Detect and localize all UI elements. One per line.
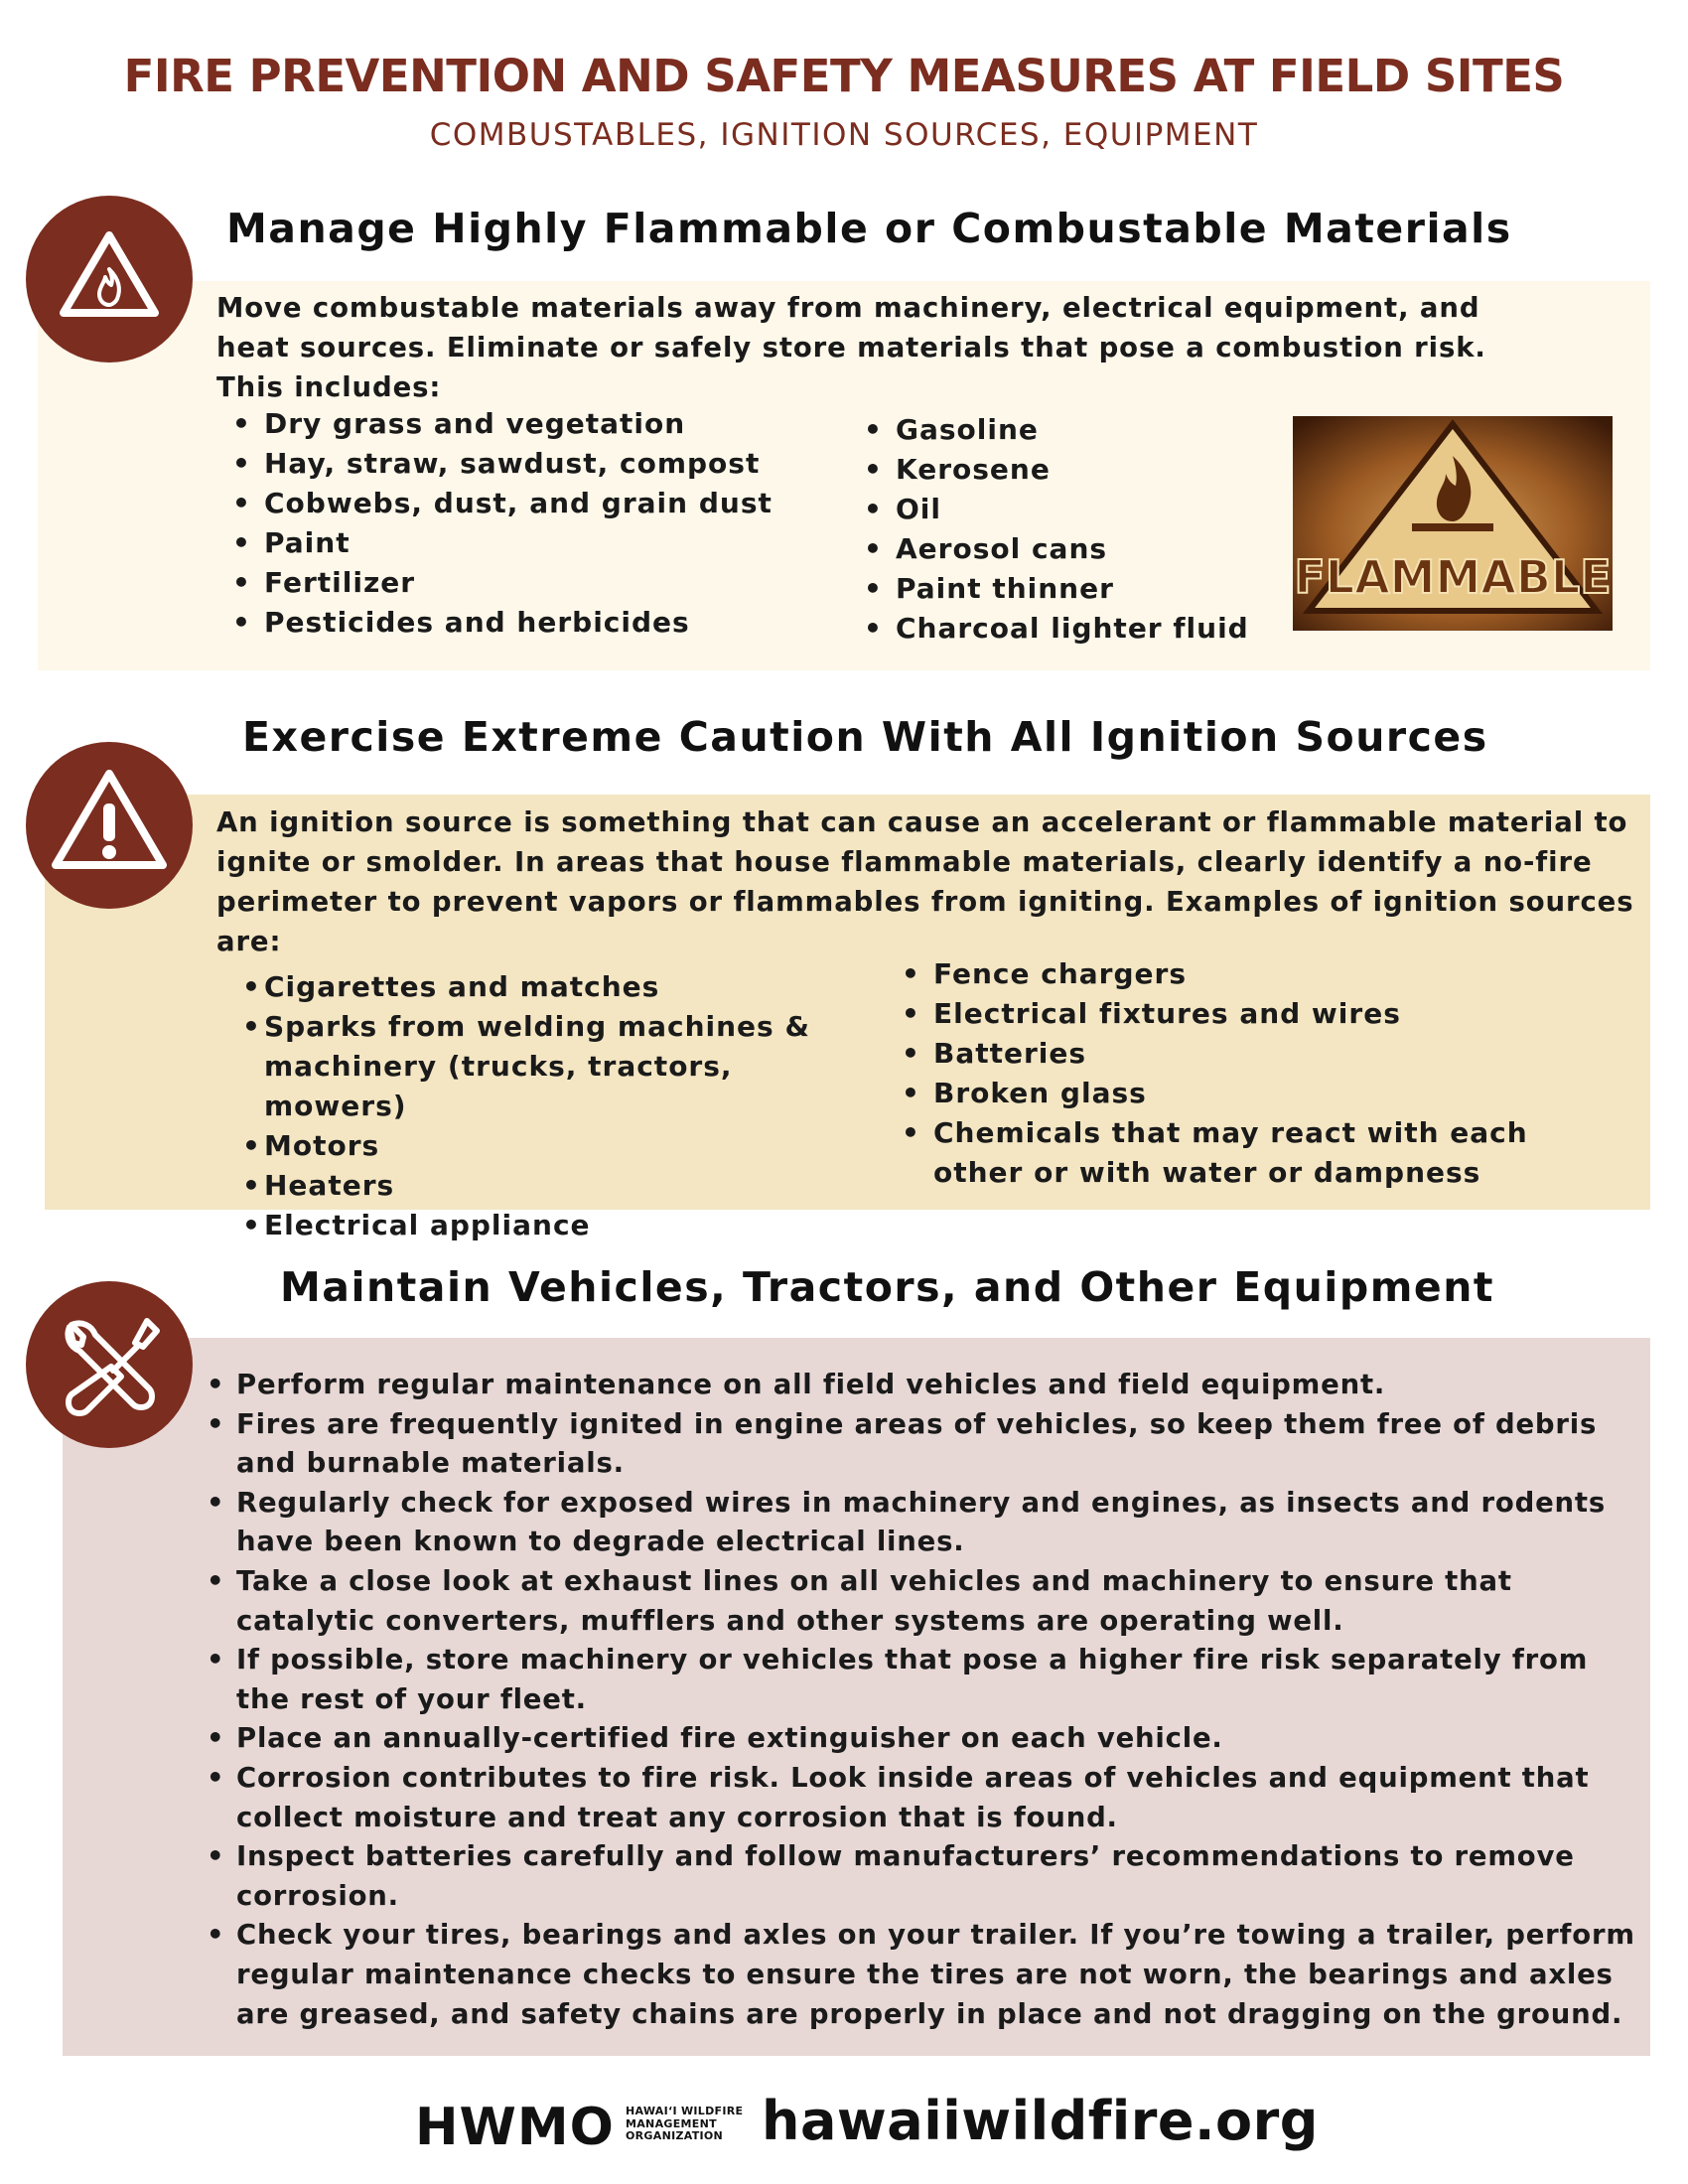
list-item: • Fence chargers — [898, 954, 1533, 994]
list-item: • Chemicals that may react with each other or with water or dampness — [898, 1113, 1533, 1193]
list-item: • Fires are frequently ignited in engine areas of vehicles, so keep them free of debris and burnable materials. — [201, 1405, 1650, 1484]
list-item: • Take a close look at exhaust lines on all vehicles and machinery to ensure that catalytic converters, mufflers and other systems are operating well. — [201, 1562, 1650, 1641]
fire-warning-icon — [26, 196, 193, 363]
section-heading-combustables: Manage Highly Flammable or Combustable Materials — [226, 205, 1512, 252]
list-item: • Fertilizer — [228, 563, 844, 603]
list-item: • Inspect batteries carefully and follow manufacturers’ recommendations to remove corrosion. — [201, 1837, 1650, 1916]
flammable-sign-image — [1293, 416, 1613, 631]
list-item: • Electrical appliance — [240, 1206, 876, 1245]
list-item: • Gasoline — [860, 410, 1277, 450]
list-item: • Cobwebs, dust, and grain dust — [228, 484, 844, 523]
list-item: • Motors — [240, 1126, 876, 1166]
list-item: • Place an annually-certified fire extinguisher on each vehicle. — [201, 1719, 1650, 1759]
combustables-list-right — [860, 410, 1277, 649]
list-item: • Kerosene — [860, 450, 1277, 490]
list-item: • Paint — [228, 523, 844, 563]
list-item: • Sparks from welding machines & machinery (trucks, tractors, mowers) — [240, 1007, 876, 1126]
page-title: FIRE PREVENTION AND SAFETY MEASURES AT FIELD SITES — [123, 50, 1565, 102]
list-item: • Pesticides and herbicides — [228, 603, 844, 643]
section-heading-ignition: Exercise Extreme Caution With All Ignition Sources — [242, 713, 1488, 761]
hwmo-logo: HWMO — [415, 2098, 615, 2157]
list-item: • Perform regular maintenance on all field vehicles and field equipment. — [201, 1366, 1650, 1405]
flammable-sign-text: FLAMMABLE — [1294, 550, 1612, 604]
list-item: • Broken glass — [898, 1074, 1533, 1113]
list-item: • If possible, store machinery or vehicles that pose a higher fire risk separately from the rest of your fleet. — [201, 1641, 1650, 1719]
ignition-list-left — [240, 967, 876, 1245]
list-item: • Batteries — [898, 1034, 1533, 1074]
list-item: • Heaters — [240, 1166, 876, 1206]
section-intro-ignition: An ignition source is something that can cause an accelerant or flammable material to ignite or smolder. In areas that house flammable materials, clearly identify a no-fire perimeter to prevent vapors or flammables from igniting. Examples of ignition sources are: — [216, 806, 1634, 957]
page-subtitle: COMBUSTABLES, IGNITION SOURCES, EQUIPMENT — [429, 117, 1259, 153]
list-item: • Oil — [860, 490, 1277, 529]
tools-icon — [26, 1281, 193, 1448]
list-item: • Paint thinner — [860, 569, 1277, 609]
equipment-list — [201, 1366, 1650, 2034]
list-item: • Electrical fixtures and wires — [898, 994, 1533, 1034]
list-item: • Charcoal lighter fluid — [860, 609, 1277, 649]
section-heading-equipment: Maintain Vehicles, Tractors, and Other Equipment — [280, 1263, 1495, 1311]
list-item: • Hay, straw, sawdust, compost — [228, 444, 844, 484]
list-item: • Check your tires, bearings and axles on your trailer. If you’re towing a trailer, perform regular maintenance checks to ensure the tires are not worn, the bearings and axles are greased, and safety chains are properly in place and not dragging on the ground. — [201, 1916, 1650, 2034]
website-url[interactable]: hawaiiwildfire.org — [762, 2090, 1319, 2152]
combustables-list-left — [228, 404, 844, 643]
hwmo-org-name: HAWAI‘I WILDFIRE MANAGEMENT ORGANIZATION — [626, 2105, 744, 2142]
list-item: • Regularly check for exposed wires in machinery and engines, as insects and rodents have been known to degrade electrical lines. — [201, 1484, 1650, 1562]
list-item: • Cigarettes and matches — [240, 967, 876, 1007]
warning-icon — [26, 742, 193, 909]
list-item: • Dry grass and vegetation — [228, 404, 844, 444]
list-item: • Aerosol cans — [860, 529, 1277, 569]
list-item: • Corrosion contributes to fire risk. Look inside areas of vehicles and equipment that collect moisture and treat any corrosion that is found. — [201, 1759, 1650, 1837]
section-intro-combustables: Move combustable materials away from machinery, electrical equipment, and heat sources. Eliminate or safely store materials that pose a combustion risk. This includes: — [216, 292, 1486, 403]
ignition-list-right — [898, 954, 1533, 1193]
